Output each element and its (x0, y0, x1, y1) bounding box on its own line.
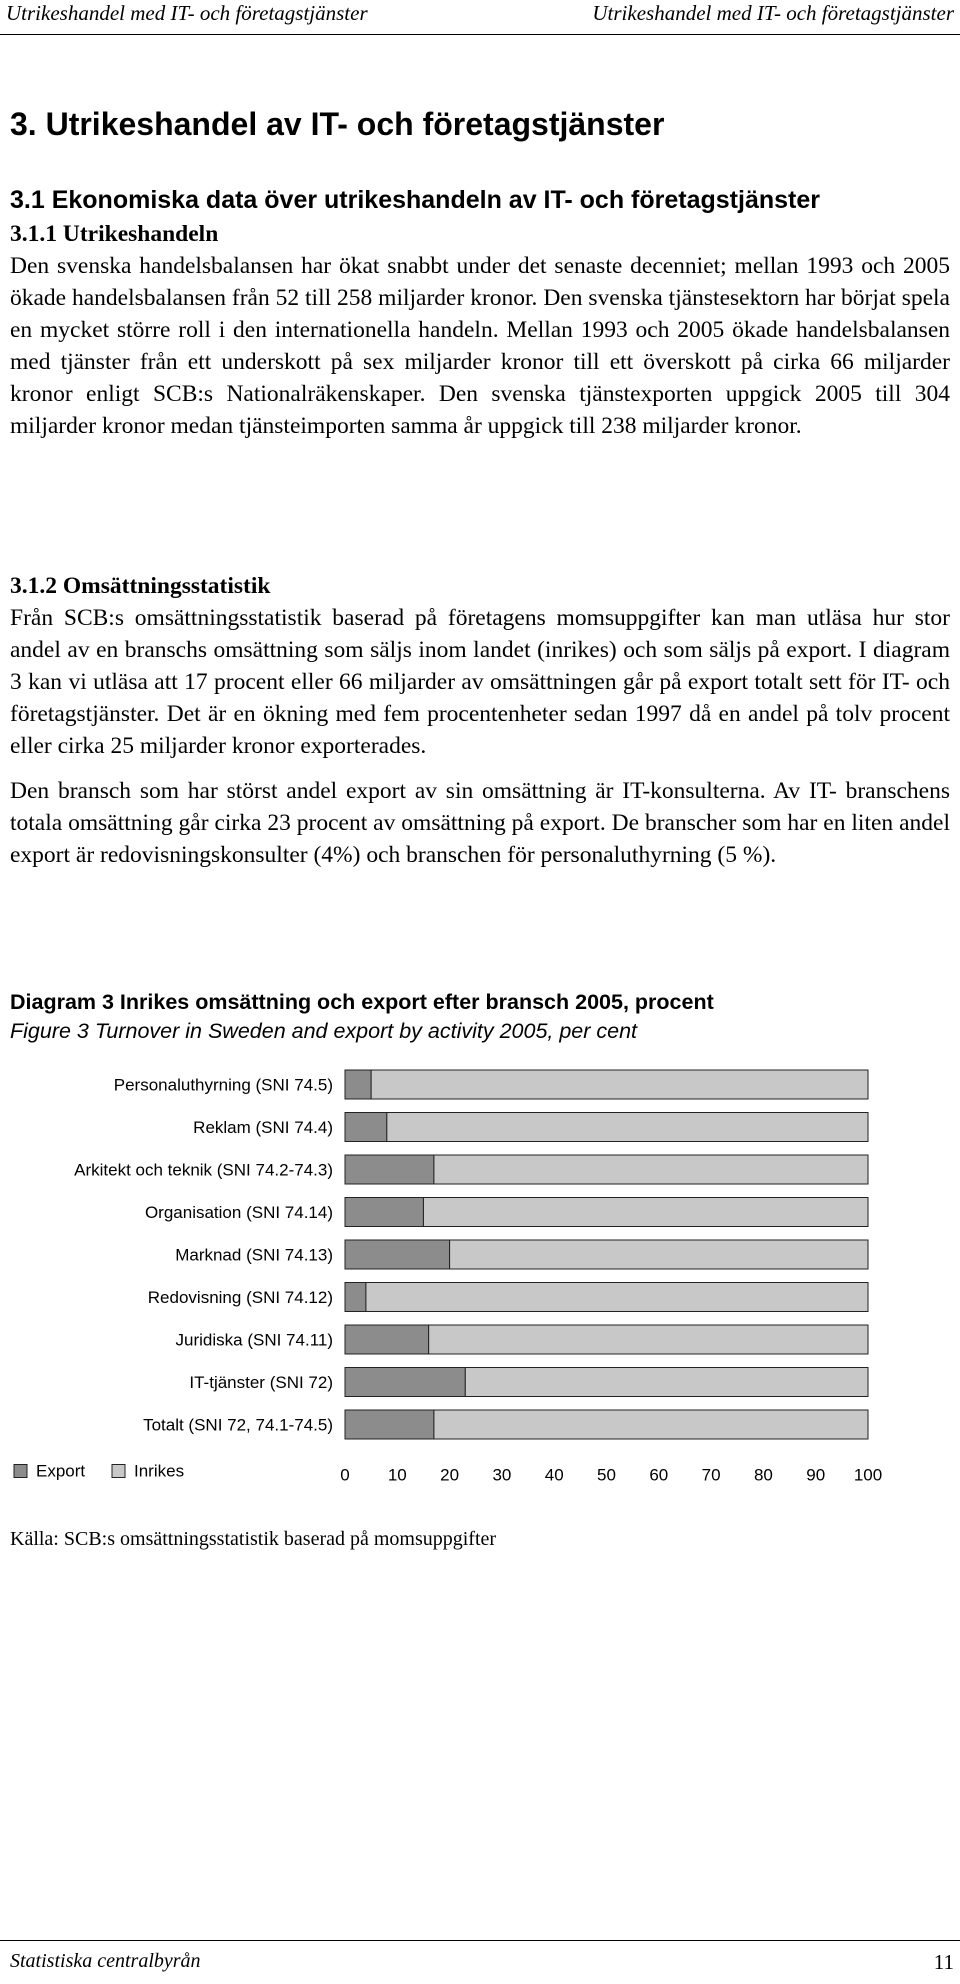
paragraph-utrikeshandeln: Den svenska handelsbalansen har ökat snabbt under det senaste decenniet; mellan 1993 och 2005 ökade handelsbalansen från 52 till 258 miljarder kronor. Den svenska tjänstesektorn har börjat spela en mycket större roll i den internationella handeln. Mellan 1993 och 2005 ökade handelsbalansen med tjänster från ett underskott på sex miljarder kronor till ett överskott på cirka 66 miljarder kronor enligt SCB:s Nationalräkenskaper. Den svenska tjänstexporten uppgick 2005 till 304 miljarder kronor medan tjänsteimporten samma år uppgick till 238 miljarder kronor. (10, 253, 950, 439)
section-title: 3.1 Ekonomiska data över utrikeshandeln av IT- och företagstjänster (10, 186, 820, 214)
bar-export (345, 1325, 429, 1354)
category-label: Marknad (SNI 74.13) (175, 1245, 333, 1265)
paragraph-omsattning-1: Från SCB:s omsättningsstatistik baserad på företagens momsuppgifter kan man utläsa hur stor andel av en branschs omsättning som säljs inom landet (inrikes) och som säljs på export. I diagram 3 kan vi utläsa att 17 procent eller 66 miljarder av omsättningen går på export totalt sett för IT- och företagstjänster. Det är en ökning med fem procentenheter sedan 1997 då en andel på tolv procent eller cirka 25 miljarder kronor exporterades. (10, 605, 950, 759)
chapter-title: 3. Utrikeshandel av IT- och företagstjänster (10, 106, 665, 142)
bar-export (345, 1410, 434, 1439)
legend-swatch-inrikes (112, 1465, 125, 1478)
x-tick-label: 70 (701, 1465, 721, 1485)
category-label: Reklam (SNI 74.4) (193, 1118, 333, 1137)
bar-inrikes (434, 1155, 868, 1184)
bar-export (345, 1240, 450, 1269)
bar-export (345, 1283, 366, 1312)
running-header (0, 0, 960, 35)
x-tick-label: 50 (597, 1465, 616, 1485)
legend-label-export: Export (36, 1461, 86, 1481)
legend-label-inrikes: Inrikes (134, 1461, 185, 1481)
category-label: Arkitekt och teknik (SNI 74.2-74.3) (74, 1160, 333, 1180)
category-label: Organisation (SNI 74.14) (144, 1203, 333, 1222)
x-tick-label: 90 (806, 1465, 826, 1485)
category-label: Personaluthyrning (SNI 74.5) (113, 1075, 333, 1095)
bar-inrikes (387, 1113, 868, 1142)
diagram-title: Diagram 3 Inrikes omsättning och export efter bransch 2005, procent (10, 990, 714, 1014)
bar-inrikes (434, 1410, 868, 1439)
legend-swatch-export (14, 1465, 27, 1478)
subsection-heading-utrikeshandeln: 3.1.1 Utrikeshandeln (10, 221, 219, 247)
paragraph-omsattning-2: Den bransch som har störst andel export av sin omsättning är IT-konsulterna. Av IT- branschens totala omsättning går cirka 23 procent av omsättning på export. De branscher som har en liten andel export är redovisningskonsulter (4%) och branschen för personaluthyrning (5 %). (10, 778, 950, 868)
diagram-subtitle: Figure 3 Turnover in Sweden and export by activity 2005, per cent (10, 1019, 638, 1043)
x-tick-label: 60 (649, 1465, 669, 1485)
bar-inrikes (423, 1198, 868, 1227)
x-tick-label: 80 (753, 1465, 773, 1485)
x-tick-label: 100 (853, 1465, 883, 1485)
section-utrikeshandeln (10, 218, 950, 442)
x-tick-label: 10 (387, 1465, 407, 1485)
bar-export (345, 1113, 387, 1142)
category-label: IT-tjänster (SNI 72) (189, 1373, 333, 1392)
bar-export (345, 1070, 371, 1099)
category-label: Totalt (SNI 72, 74.1-74.5) (143, 1415, 333, 1435)
category-label: Redovisning (SNI 74.12) (147, 1288, 333, 1307)
bar-export (345, 1198, 423, 1227)
x-tick-label: 40 (544, 1465, 564, 1485)
header-left: Utrikeshandel med IT- och företagstjänster (6, 1, 368, 25)
x-tick-label: 20 (440, 1465, 460, 1485)
page-number: 11 (933, 1950, 954, 1974)
bar-inrikes (371, 1070, 868, 1099)
header-right: Utrikeshandel med IT- och företagstjänster (592, 1, 954, 25)
bar-inrikes (366, 1283, 868, 1312)
export-share-chart (0, 1060, 960, 1500)
section-omsattningsstatistik (10, 570, 950, 871)
footer-publisher: Statistiska centralbyrån (10, 1950, 201, 1972)
category-label: Juridiska (SNI 74.11) (175, 1330, 333, 1350)
bar-inrikes (450, 1240, 868, 1269)
bar-inrikes (429, 1325, 868, 1354)
source-note: Källa: SCB:s omsättningsstatistik baserad på momsuppgifter (10, 1528, 497, 1550)
bar-export (345, 1368, 465, 1397)
subsection-heading-omsattningsstatistik: 3.1.2 Omsättningsstatistik (10, 573, 271, 599)
bar-export (345, 1155, 434, 1184)
x-tick-label: 30 (492, 1465, 512, 1485)
x-tick-label: 0 (340, 1465, 350, 1485)
footer-rule (0, 1940, 960, 1941)
bar-inrikes (465, 1368, 868, 1397)
